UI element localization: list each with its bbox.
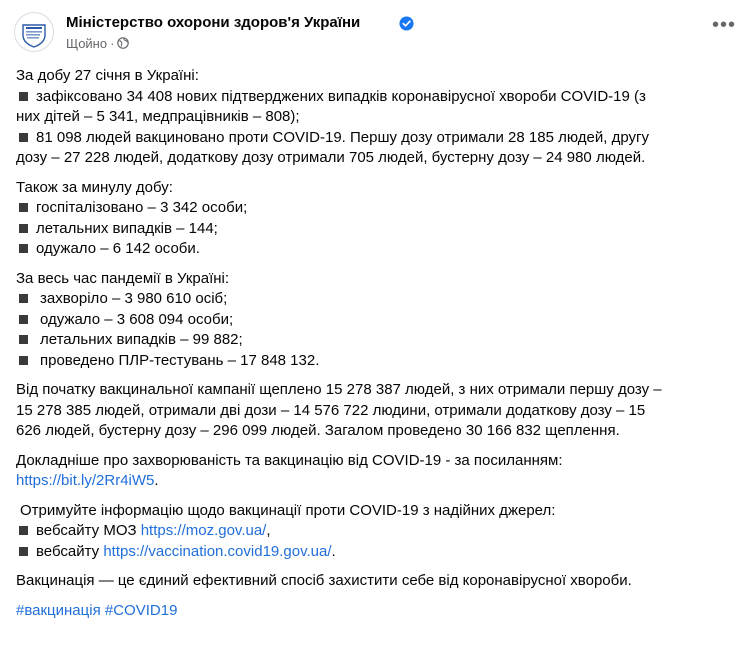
page-avatar[interactable] — [14, 12, 54, 52]
list-item: летальних випадків – 144; — [16, 219, 740, 240]
list-item: одужало – 6 142 особи. — [16, 239, 740, 260]
meta-separator: · — [110, 36, 115, 51]
closing-text: Вакцинація — це єдиний ефективний спосіб захистити себе від коронавірусної хвороби. — [16, 572, 632, 589]
page-name[interactable]: Міністерство охорони здоров'я України — [66, 14, 361, 31]
hashtags — [16, 601, 740, 622]
list-item-continued: них дітей – 5 341, медпрацівників – 808); — [16, 108, 300, 125]
bullet-icon — [19, 244, 28, 253]
pandemic-intro: За весь час пандемії в Україні: — [16, 269, 230, 287]
campaign-line: 626 людей, бустерну дозу – 296 099 людей. Загалом проведено 30 166 832 щеплення. — [16, 422, 620, 439]
hashtag-covid19[interactable]: #COVID19 — [104, 601, 178, 619]
bullet-icon — [19, 335, 28, 344]
list-item: госпіталізовано – 3 342 особи; — [16, 198, 740, 219]
sources-intro: Отримуйте інформацію щодо вакцинації проти COVID-19 з надійних джерел: — [20, 501, 556, 519]
campaign-line: 15 278 385 людей, отримали дві дози – 14 576 722 людини, отримали додаткову дозу – 15 — [16, 401, 646, 419]
vaccination-link[interactable]: https://vaccination.covid19.gov.ua/ — [103, 542, 332, 560]
post-meta — [66, 36, 129, 51]
bullet-icon — [19, 356, 28, 365]
verified-badge-icon — [399, 16, 414, 31]
list-item: зафіксовано 34 408 нових підтверджених випадків коронавірусної хвороби COVID-19 (з — [16, 87, 740, 108]
more-info-text: Докладніше про захворюваність та вакцинацію від COVID-19 - за посиланням: — [16, 451, 563, 469]
bullet-icon — [19, 133, 28, 142]
bullet-icon — [19, 92, 28, 101]
last-day-intro: Також за минулу добу: — [16, 178, 173, 196]
daily-intro: За добу 27 січня в Україні: — [16, 67, 199, 84]
post-content — [16, 66, 740, 630]
list-item: проведено ПЛР-тестувань – 17 848 132. — [16, 351, 740, 372]
list-item: летальних випадків – 99 882; — [16, 330, 740, 351]
paragraph-sources — [16, 501, 740, 563]
bullet-icon — [19, 294, 28, 303]
campaign-line: Від початку вакцинальної кампанії щеплено 15 278 387 людей, з них отримали першу дозу – — [16, 381, 662, 398]
list-item: захворіло – 3 980 610 осіб; — [16, 289, 740, 310]
bullet-icon — [19, 547, 28, 556]
list-item: вебсайту https://vaccination.covid19.gov.ua/. — [16, 542, 740, 563]
more-info-link-line: https://bit.ly/2Rr4iW5. — [16, 472, 159, 489]
paragraph-daily — [16, 66, 740, 169]
post-header — [14, 12, 736, 56]
hashtag-vaccination[interactable]: #вакцинація — [16, 601, 101, 619]
moz-link[interactable]: https://moz.gov.ua/ — [140, 522, 267, 539]
list-item: 81 098 людей вакциновано проти COVID-19. Першу дозу отримали 28 185 людей, другу — [16, 128, 740, 149]
paragraph-last-day — [16, 178, 740, 260]
bitly-link[interactable]: https://bit.ly/2Rr4iW5 — [16, 472, 155, 489]
post-timestamp[interactable]: Щойно — [66, 36, 108, 51]
paragraph-more-info — [16, 451, 740, 492]
list-item: одужало – 3 608 094 особи; — [16, 310, 740, 331]
paragraph-closing — [16, 571, 740, 592]
bullet-icon — [19, 526, 28, 535]
moz-logo-icon — [15, 13, 53, 51]
more-options-icon[interactable]: ••• — [712, 14, 737, 36]
paragraph-vaccination-campaign — [16, 380, 740, 442]
list-item: вебсайту МОЗ https://moz.gov.ua/, — [16, 521, 740, 542]
globe-icon[interactable] — [117, 37, 129, 49]
paragraph-pandemic-total — [16, 269, 740, 372]
bullet-icon — [19, 315, 28, 324]
bullet-icon — [19, 224, 28, 233]
list-item-continued: дозу – 27 228 людей, додаткову дозу отримали 705 людей, бустерну дозу – 24 980 людей. — [16, 149, 646, 166]
bullet-icon — [19, 203, 28, 212]
